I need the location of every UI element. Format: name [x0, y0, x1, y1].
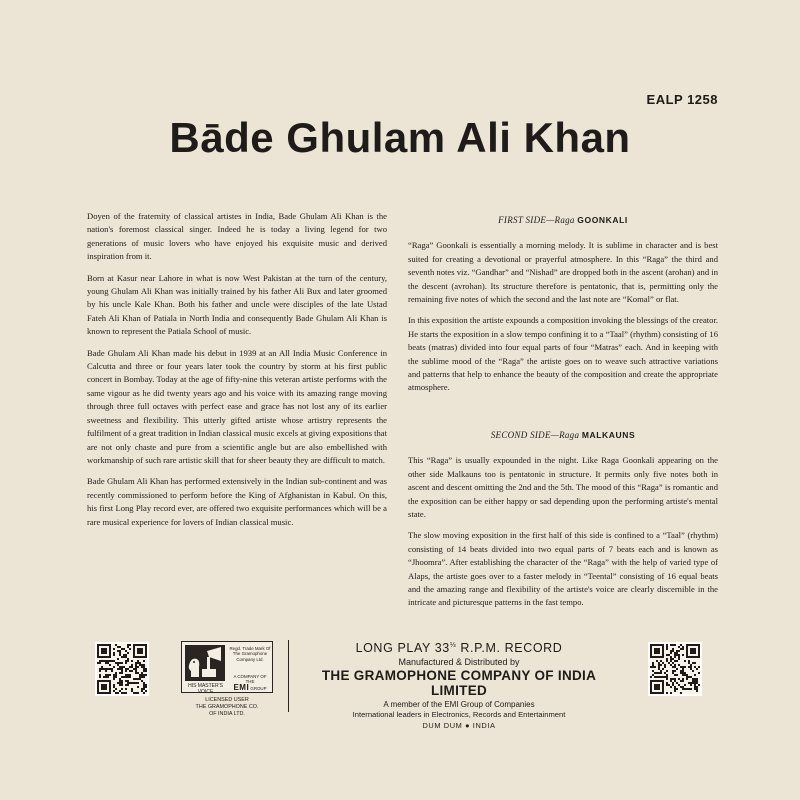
- qr-code-icon: [650, 644, 700, 694]
- second-side-paragraph: This “Raga” is usually expounded in the night. Like Raga Goonkali appearing on the other side Malkauns too is pentatonic in structure. It permits only five notes both in ascent and descent omitting the 2nd and the 5th. The mood of this “Raga” is romantic and the exposition can be either happy or sad depending upon the performing artiste's mental state.: [408, 455, 718, 519]
- licensed-line: OF INDIA LTD.: [209, 711, 245, 717]
- regd-trademark-text: Regd. Trade Mark Of The Gramophone Company Ltd.: [229, 646, 271, 662]
- long-play-fraction: ⅓: [449, 641, 457, 649]
- hmv-trademark-box: [181, 641, 273, 693]
- first-side-raga: Raga: [554, 215, 578, 225]
- licensed-line: LICENSED USER: [205, 697, 249, 703]
- first-side-paragraph: In this exposition the artiste expounds a composition invoking the blessings of the creator. He starts the exposition in a slow tempo confining it to a “Taal” (rhythm) consisting of 16 beats (matras) divided into four equal parts of four “Matras” each. And in keeping with the sublime mood of the “Raga” the artiste goes on to weave such attractive variations and patterns that help to enhance the beauty of the composition and create the appropriate atmosphere.: [408, 315, 718, 393]
- artist-biography: [87, 210, 387, 537]
- qr-code-right: [648, 642, 702, 696]
- footer-divider: [288, 640, 289, 712]
- address-line: [298, 721, 620, 730]
- first-side-heading: [408, 214, 718, 227]
- long-play-suffix: R.P.M. RECORD: [456, 641, 563, 655]
- long-play-line: [298, 641, 620, 655]
- album-title: Bāde Ghulam Ali Khan: [169, 114, 631, 161]
- long-play-prefix: LONG PLAY 33: [355, 641, 450, 655]
- second-side-raga-name: MALKAUNS: [581, 429, 636, 440]
- emi-logo: EMI: [233, 682, 250, 692]
- licensed-line: THE GRAMOPHONE CO.: [195, 704, 259, 710]
- second-side-heading: [408, 429, 718, 442]
- address-left: DUM DUM: [422, 721, 463, 730]
- first-side-label: FIRST SIDE—: [498, 215, 555, 225]
- international-leaders-line: International leaders in Electronics, Records and Entertainment: [352, 710, 566, 719]
- record-info: [298, 641, 620, 730]
- emi-company-line: A COMPANY OF THE: [233, 674, 267, 685]
- bullet-icon: ●: [465, 721, 471, 730]
- qr-code-icon: [97, 644, 147, 694]
- bio-paragraph: Doyen of the fraternity of classical artistes in India, Bade Ghulam Ali Khan is the nation's foremost classical singer. Indeed he is today a living legend for two generations of music lovers who have enjoyed his exquisite music and derived inspiration from it.: [87, 211, 387, 262]
- company-name: THE GRAMOPHONE COMPANY OF INDIA LIMITED: [321, 668, 597, 698]
- emi-member-line: A member of the EMI Group of Companies: [383, 700, 535, 709]
- qr-code-left: [95, 642, 149, 696]
- first-side-raga-name: GOONKALI: [577, 215, 628, 225]
- emi-group-text: [229, 674, 271, 691]
- catalog-number: EALP 1258: [646, 92, 718, 107]
- manufactured-by: Manufactured & Distributed by: [398, 657, 520, 667]
- second-side-label: SECOND SIDE—: [490, 429, 560, 440]
- bio-paragraph: Bade Ghulam Ali Khan has performed extensively in the Indian sub-continent and was recently commissioned to perform before the King of Afghanistan in Kabul. On this, his first Long Play record ever, are offered two exquisite performances which will be a rare musical experience for lovers of Indian classical music.: [87, 476, 387, 527]
- emi-group-word: GROUP: [250, 685, 267, 691]
- hmv-logo-text: HIS MASTER'S VOICE: [188, 683, 223, 695]
- address-right: INDIA: [472, 721, 496, 730]
- dog-and-gramophone-icon: [185, 645, 225, 681]
- bio-paragraph: Born at Kasur near Lahore in what is now West Pakistan at the turn of the century, young Ghulam Ali Khan was initially trained by his father Ali Bux and later groomed by his uncle Kale Khan. Both his father and uncle were disciples of the late Ustad Fateh Ali Khan of Patiala in North India and consequently Bade Ghulam Ali Khan is known to represent the Patiala School of music.: [87, 272, 387, 337]
- second-side-paragraph: The slow moving exposition in the first half of this side is confined to a “Taal” (rhythm) consisting of 14 beats divided into two equal parts of 7 beats each and is known as “Jhoomra”. After establishing the character of the “Raga” with the help of varied type of Alaps, the artiste goes over to a faster melody in “Teental” consisting of 16 equal beats and the amazing range and flexibility of the artiste's voice are clearly discernible in the intricate and picturesque patterns in the fast tempo.: [408, 530, 718, 608]
- raga-notes: [408, 214, 718, 618]
- second-side-raga: Raga: [559, 429, 582, 440]
- first-side-paragraph: “Raga” Goonkali is essentially a morning melody. It is sublime in character and is best suited for creating a devotional or prayerful atmosphere. In this “Raga” the third and seventh notes viz. “Gandhar” and “Nishad” are dropped both in the ascent (arohan) and in the descent (avrohan). Its structure therefore is pentatonic, that is, permitting only the remaining five notes of which the second and the last note are “Komal” or flat.: [408, 240, 718, 305]
- bio-paragraph: Bade Ghulam Ali Khan made his debut in 1939 at an All India Music Conference in Calcutta and three or four years later took the country by storm at his first public concert in Bombay. Today at the age of fifty-nine this veteran artiste performs with the same vigour as he did twenty years ago and his voice with its amazing range moving through three full octaves with perfect ease and grace has not lost any of its earlier sweetness and flexibility. This utterly gifted artiste whose artistry represents the fulfilment of a great tradition in Indian classical music excels at giving expositions that are not only chaste and pure from a scientific angle but are also embellished with workmanship of such rare artistic skill that for sheer beauty they are difficult to match.: [87, 347, 387, 465]
- licensed-user-text: [178, 697, 276, 718]
